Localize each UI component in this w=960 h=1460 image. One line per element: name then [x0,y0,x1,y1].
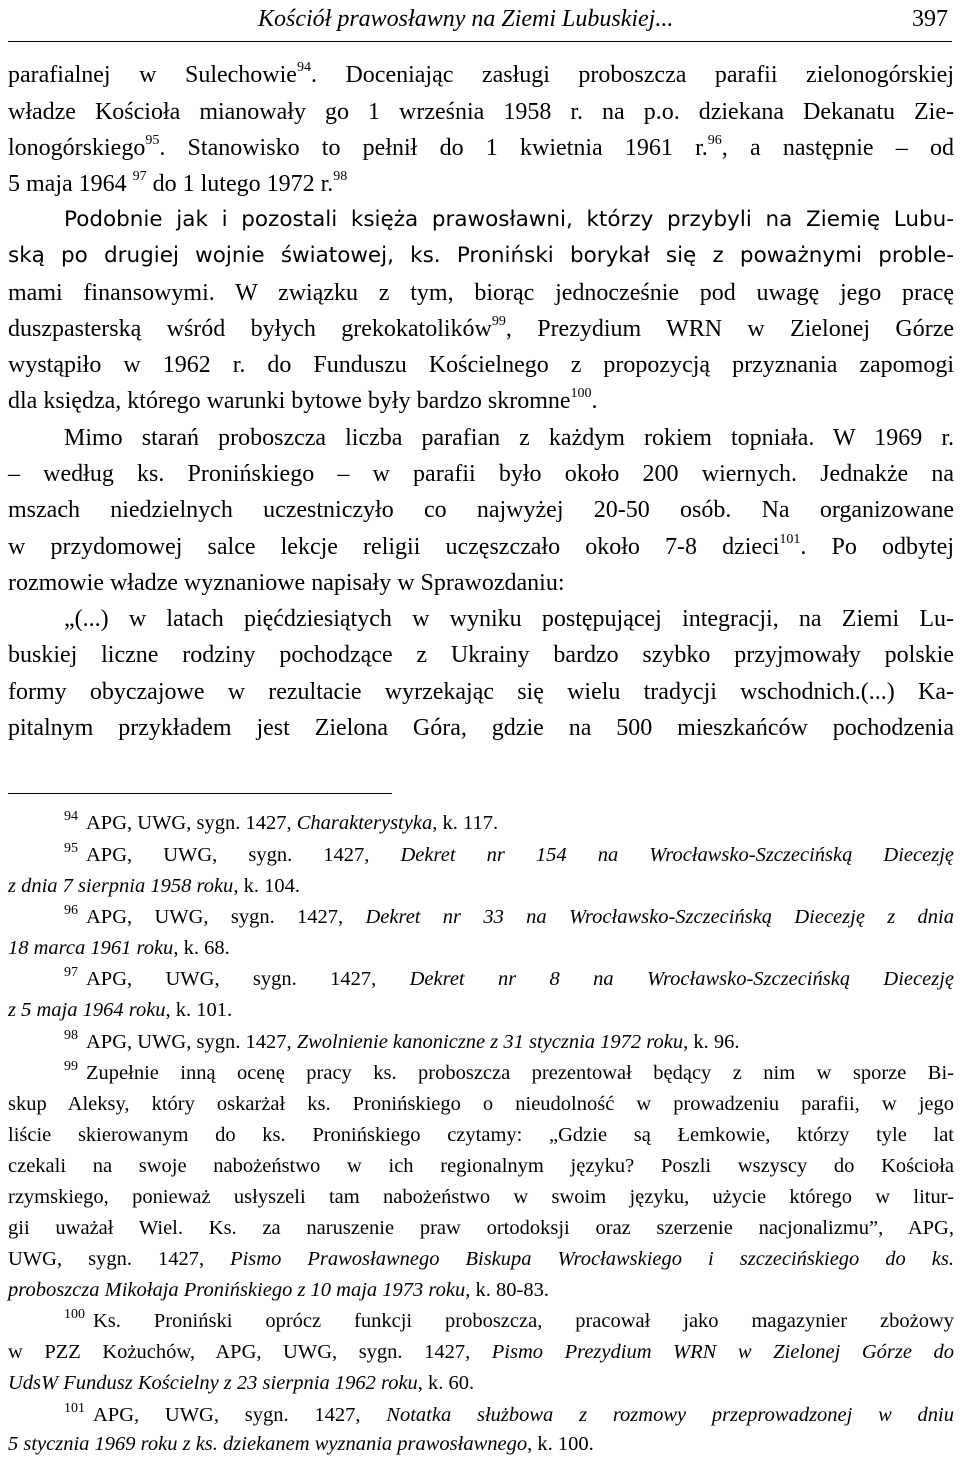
footnote-ref: 97 [132,169,147,184]
body-line: – według ks. Pronińskiego – w parafii było około 200 wiernych. Jednakże na [8,461,954,487]
footnote-97-cont: z 5 maja 1964 roku, k. 101. [8,999,233,1021]
footnote-101-cont: 5 stycznia 1969 roku z ks. dziekanem wyznania prawosławnego, k. 100. [8,1433,594,1455]
footnote-separator [8,793,392,794]
footnote-number: 95 [64,841,78,856]
quote-line: „(...) w latach pięćdziesiątych w wyniku postępującej integracji, na Ziemi Lu- [64,606,954,632]
footnote-ref: 95 [145,133,160,148]
footnote-96: $^{96}$ APG, UWG, sygn. 1427, Dekret nr 33 na Wrocławsko-Szczecińską Diecezję z dnia [64,903,954,928]
footnote-number: 94 [64,809,78,824]
footnote-96-cont: 18 marca 1961 roku, k. 68. [8,937,230,959]
body-line: parafialnej w Sulechowie$^{94}$. Doceniając zasługi proboszcza parafii zielonogórskiej [8,60,955,88]
body-line: wystąpiło w 1962 r. do Funduszu Kościelnego z propozycją przyznania zapomogi [8,352,954,378]
body-line: władze Kościoła mianowały go 1 września 1958 r. na p.o. dziekana Dekanatu Zie- [8,99,954,125]
footnote-99-cont: czekali na swoje nabożeństwo w ich regionalnym języku? Poszli wszyscy do Kościoła [8,1155,954,1177]
body-line: w przydomowej salce lekcje religii uczęszczało około 7-8 dzieci$^{101}$. Po odbytej [8,532,954,560]
footnote-94: $^{94}$ APG, UWG, sygn. 1427, Charakterystyka, k. 117. [64,809,499,834]
footnote-100-cont: UdsW Fundusz Kościelny z 23 sierpnia 1962 roku, k. 60. [8,1372,475,1394]
footnote-number: 101 [64,1401,85,1416]
footnote-99-cont: skup Aleksy, który oskarżał ks. Pronińskiego o nieudolność w prowadzeniu parafii, w jego [8,1093,954,1115]
footnote-ref: 98 [333,169,348,184]
footnote-ref: 96 [707,133,722,148]
footnote-98: $^{98}$ APG, UWG, sygn. 1427, Zwolnienie kanoniczne z 31 stycznia 1972 roku, k. 96. [64,1028,740,1053]
footnote-97: $^{97}$ APG, UWG, sygn. 1427, Dekret nr 8 na Wrocławsko-Szczecińską Diecezję [64,965,954,990]
footnote-101: $^{101}$ APG, UWG, sygn. 1427, Notatka służbowa z rozmowy przeprowadzonej w dniu [64,1401,955,1426]
body-line: dla księdza, którego warunki bytowe były bardzo skromne$^{100}$. [8,386,598,414]
footnote-number: 98 [64,1028,78,1043]
footnote-99-cont: rzymskiego, ponieważ usłyszeli tam nabożeństwo w swoim języku, użycie którego w litur- [8,1186,954,1208]
quote-line: formy obyczajowe w rezultacie wyrzekając się wielu tradycji wschodnich.(...) Ka- [8,679,954,705]
footnote-number: 100 [64,1307,85,1322]
body-line: duszpasterską wśród byłych grekokatolików$^{99}$, Prezydium WRN w Zielonej Górze [8,314,954,342]
header-rule [8,41,952,42]
footnote-number: 97 [64,965,78,980]
body-line: rozmowie władze wyznaniowe napisały w Sprawozdaniu: [8,570,565,596]
footnote-99-cont: UWG, sygn. 1427, Pismo Prawosławnego Biskupa Wrocławskiego i szczecińskiego do ks. [8,1248,955,1270]
footnote-99: $^{99}$ Zupełnie inną ocenę pracy ks. proboszcza prezentował będący z nim w sporze Bi- [64,1059,954,1084]
body-line: Podobnie jak i pozostali księża prawosławni, którzy przybyli na Ziemię Lubu- [64,207,954,232]
page-number: 397 [912,6,948,32]
footnote-95: $^{95}$ APG, UWG, sygn. 1427, Dekret nr 154 na Wrocławsko-Szczecińską Diecezję [64,841,954,866]
footnote-99-cont: gii uważał Wiel. Ks. za naruszenie praw ortodoksji oraz szerzenie nacjonalizmu”, APG, [8,1217,954,1239]
body-line: lonogórskiego$^{95}$. Stanowisko to pełnił do 1 kwietnia 1961 r.$^{96}$, a następnie – od [8,133,954,161]
footnote-ref: 94 [296,60,311,75]
quote-line: pitalnym przykładem jest Zielona Góra, gdzie na 500 mieszkańców pochodzenia [8,715,954,741]
footnote-number: 96 [64,903,78,918]
footnote-number: 99 [64,1059,78,1074]
running-title: Kościół prawosławny na Ziemi Lubuskiej... [258,6,674,32]
footnote-99-cont: liście skierowanym do ks. Pronińskiego czytamy: „Gdzie są Łemkowie, którzy tyle lat [8,1124,954,1146]
body-line: mami finansowymi. W związku z tym, biorąc jednocześnie pod uwagę jego pracę [8,280,954,306]
body-line: ską po drugiej wojnie światowej, ks. Proniński borykał się z poważnymi proble- [8,243,954,268]
footnote-95-cont: z dnia 7 sierpnia 1958 roku, k. 104. [8,875,300,897]
body-line: 5 maja 1964 $^{97}$ do 1 lutego 1972 r.$^{98}$ [8,169,348,197]
quote-line: buskiej liczne rodziny pochodzące z Ukrainy bardzo szybko przyjmowały polskie [8,642,954,668]
footnote-99-cont: proboszcza Mikołaja Pronińskiego z 10 maja 1973 roku, k. 80-83. [8,1279,549,1301]
footnote-100-cont: w PZZ Kożuchów, APG, UWG, sygn. 1427, Pismo Prezydium WRN w Zielonej Górze do [8,1341,954,1363]
body-line: Mimo starań proboszcza liczba parafian z każdym rokiem topniała. W 1969 r. [64,425,954,451]
footnote-ref: 101 [779,532,801,547]
footnote-100: $^{100}$ Ks. Proniński oprócz funkcji proboszcza, pracował jako magazynier zbożowy [64,1307,954,1332]
running-header [8,2,952,36]
body-line: mszach niedzielnych uczestniczyło co najwyżej 20-50 osób. Na organizowane [8,497,954,523]
footnote-ref: 99 [491,314,506,329]
footnote-ref: 100 [570,386,592,401]
